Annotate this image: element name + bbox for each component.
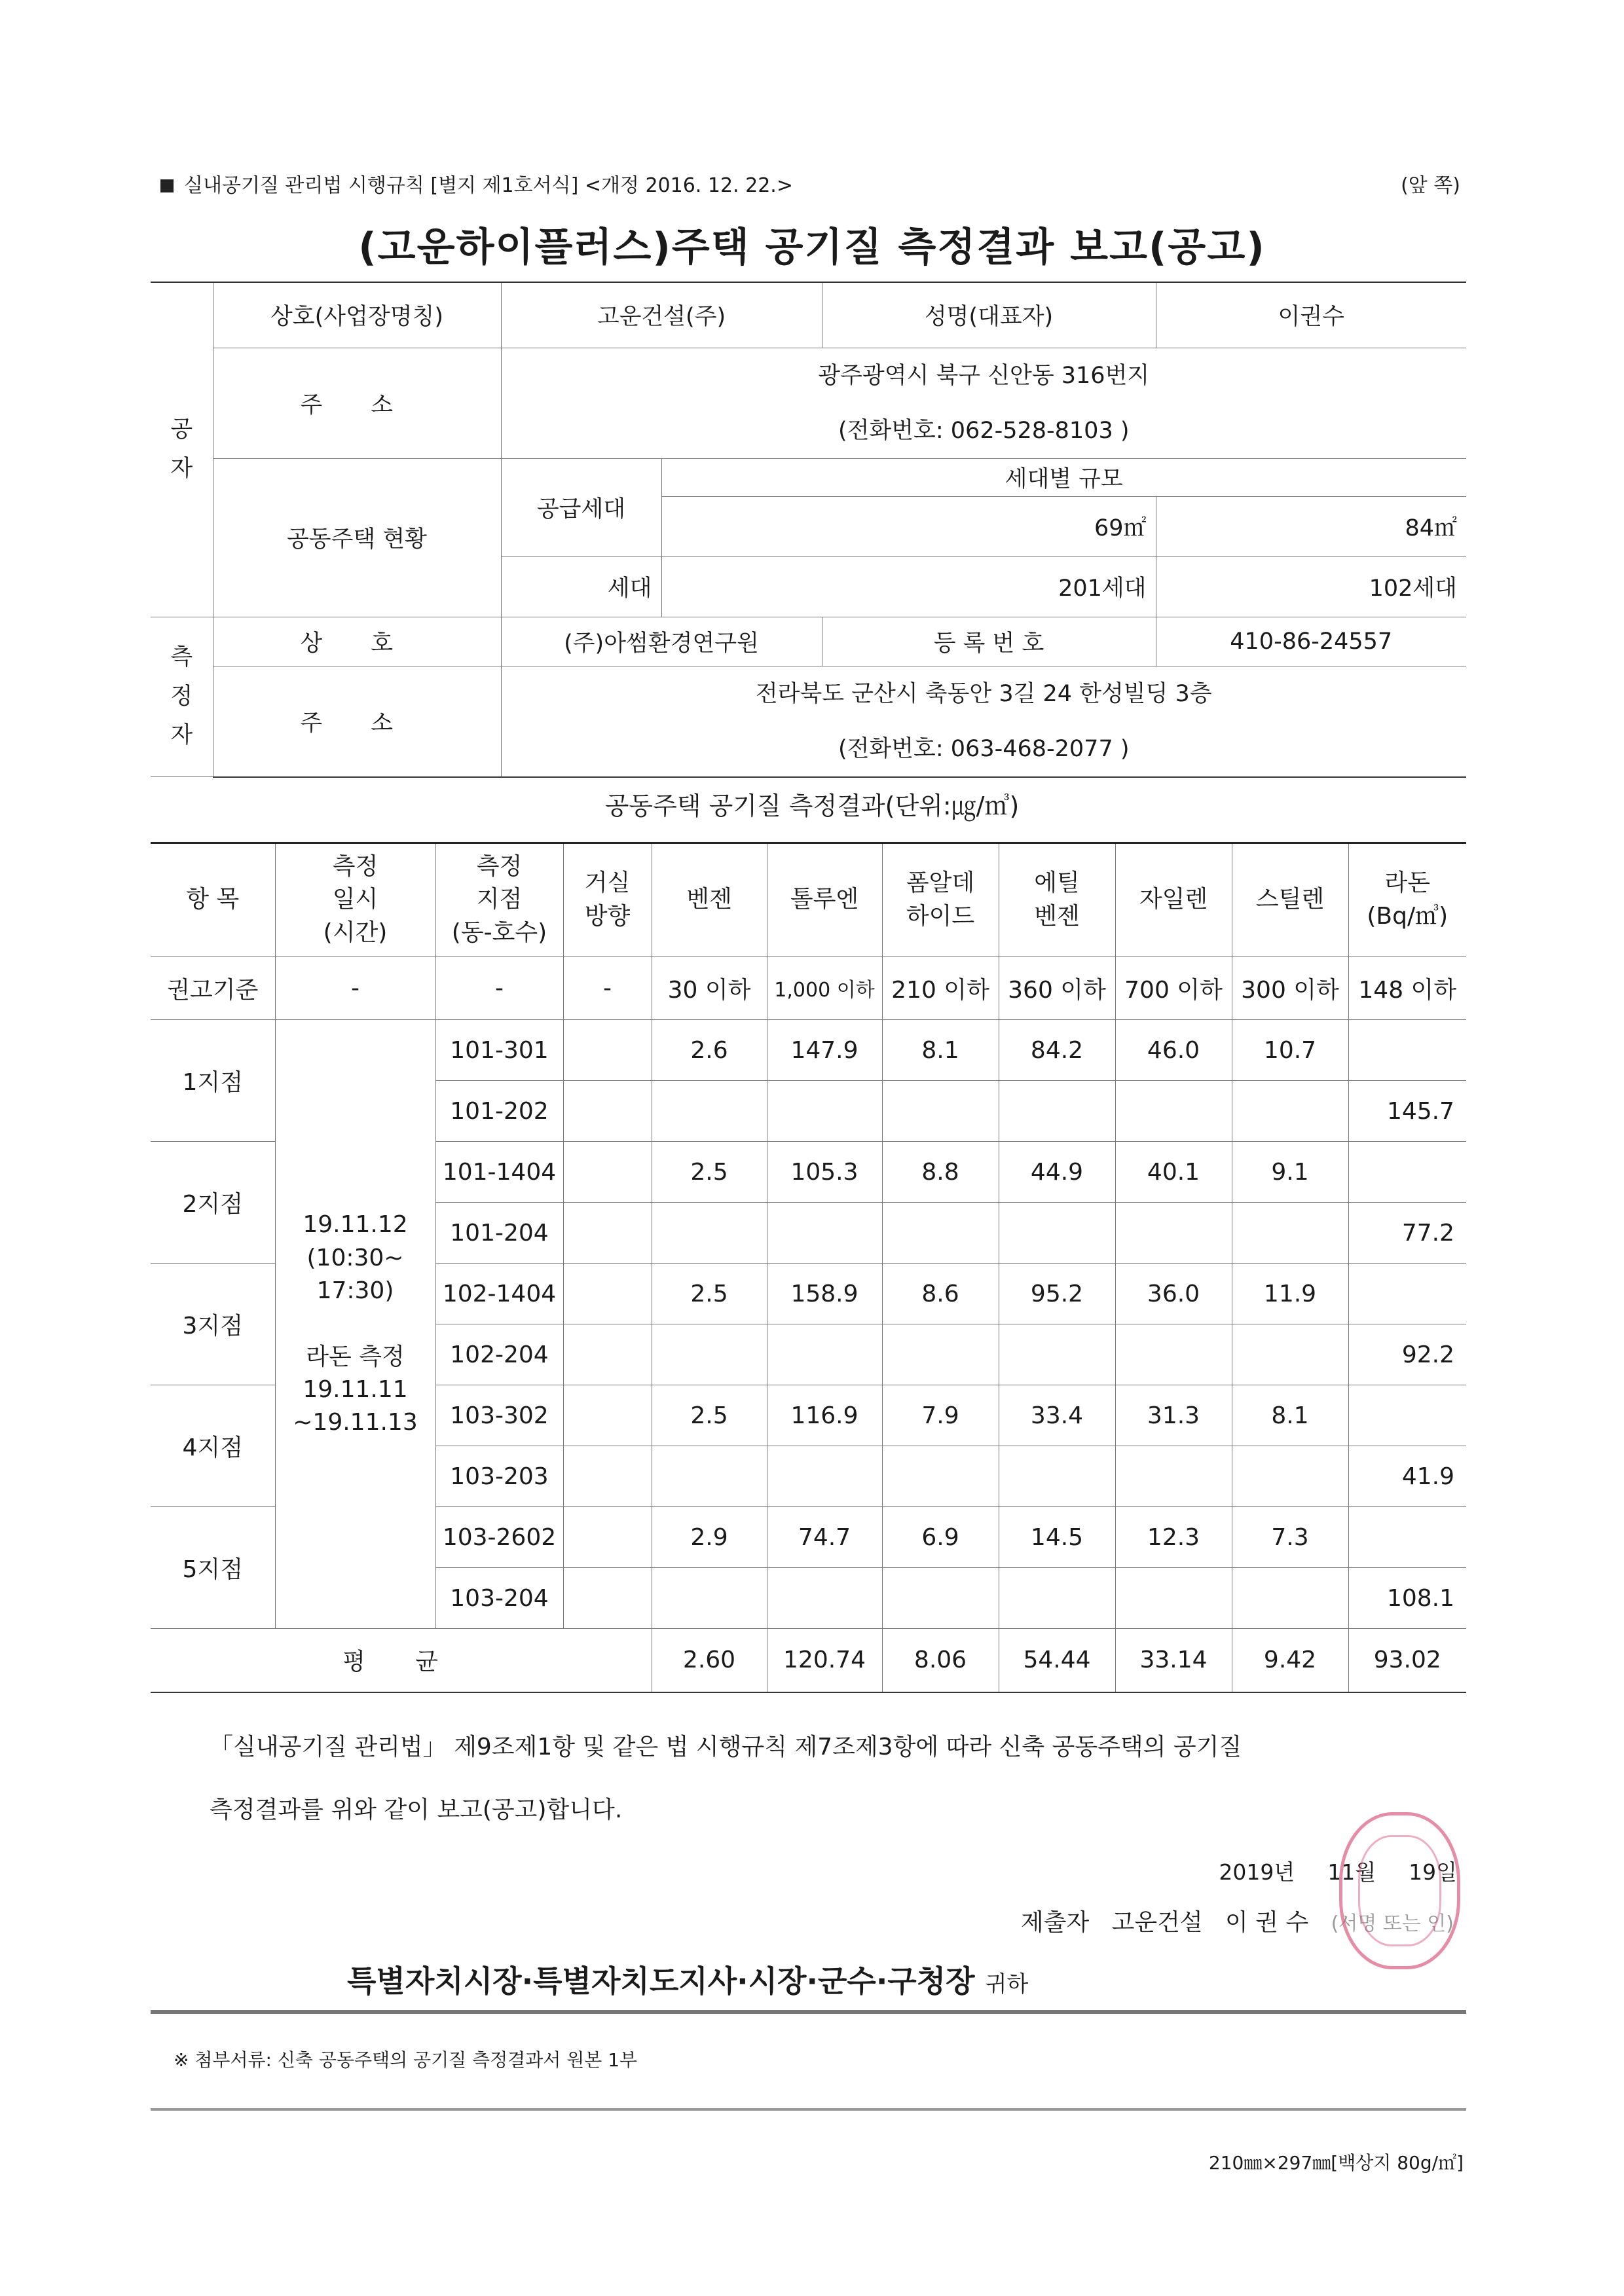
toluene-value: 74.7 — [767, 1507, 882, 1568]
size-69: 69㎡ — [661, 496, 1156, 556]
col-header: 항 목 — [151, 843, 275, 957]
radon-value: 108.1 — [1348, 1568, 1466, 1629]
styrene-value: 9.1 — [1232, 1142, 1348, 1203]
supply-label: 공급세대 — [501, 458, 661, 556]
ethylbenzene-value: 14.5 — [999, 1507, 1115, 1568]
standard-value: - — [435, 957, 563, 1020]
styrene-value — [1232, 1081, 1348, 1142]
average-value: 120.74 — [767, 1629, 882, 1692]
reg-number: 410-86-24557 — [1156, 617, 1466, 666]
point-label: 4지점 — [151, 1385, 275, 1507]
standard-label: 권고기준 — [151, 957, 275, 1020]
seal-inner-ring — [1358, 1835, 1441, 1946]
sign-placeholder: (서명 또는 인) — [1331, 1912, 1454, 1935]
xylene-value — [1115, 1568, 1232, 1629]
measure-time: 19.11.12 (10:30~ 17:30) 라돈 측정 19.11.11 ~19.11.13 — [275, 1020, 435, 1629]
xylene-value: 31.3 — [1115, 1385, 1232, 1446]
styrene-value — [1232, 1324, 1348, 1385]
standard-value: 30 이하 — [652, 957, 767, 1020]
table-row — [151, 1020, 1466, 1081]
col-header: 톨루엔 — [767, 843, 882, 957]
direction-cell — [563, 1507, 652, 1568]
toluene-value — [767, 1324, 882, 1385]
average-value: 54.44 — [999, 1629, 1115, 1692]
xylene-value: 46.0 — [1115, 1020, 1232, 1081]
radon-value — [1348, 1385, 1466, 1446]
styrene-value: 11.9 — [1232, 1264, 1348, 1324]
benzene-value: 2.5 — [652, 1264, 767, 1324]
xylene-value: 36.0 — [1115, 1264, 1232, 1324]
col-header: 거실 방향 — [563, 843, 652, 957]
point-label: 5지점 — [151, 1507, 275, 1629]
submitter-line: 제출자 고운건설 이 권 수 (서명 또는 인) — [1020, 1909, 1454, 1936]
unit-number: 101-202 — [435, 1081, 563, 1142]
col-header: 폼알데 하이드 — [882, 843, 999, 957]
builder-address: 광주광역시 북구 신안동 316번지 (전화번호: 062-528-8103 ) — [501, 348, 1466, 458]
average-label: 평 균 — [151, 1629, 652, 1692]
benzene-value — [652, 1446, 767, 1507]
point-label: 2지점 — [151, 1142, 275, 1264]
direction-cell — [563, 1203, 652, 1264]
col-header: 측정 지점 (동-호수) — [435, 843, 563, 957]
radon-value — [1348, 1142, 1466, 1203]
styrene-value: 7.3 — [1232, 1507, 1348, 1568]
addressee: 특별자치시장·특별자치도지사·시장·군수·구청장 귀하 — [347, 1963, 1029, 1999]
formaldehyde-value — [882, 1568, 999, 1629]
formaldehyde-value — [882, 1081, 999, 1142]
standard-value: 700 이하 — [1115, 957, 1232, 1020]
formaldehyde-value: 6.9 — [882, 1507, 999, 1568]
standard-value: 300 이하 — [1232, 957, 1348, 1020]
radon-value — [1348, 1264, 1466, 1324]
direction-cell — [563, 1264, 652, 1324]
xylene-value: 40.1 — [1115, 1142, 1232, 1203]
toluene-value — [767, 1081, 882, 1142]
direction-cell — [563, 1446, 652, 1507]
ethylbenzene-value: 33.4 — [999, 1385, 1115, 1446]
ethylbenzene-value — [999, 1203, 1115, 1264]
average-row — [151, 1629, 1466, 1692]
direction-cell — [563, 1324, 652, 1385]
benzene-value: 2.5 — [652, 1142, 767, 1203]
formaldehyde-value: 7.9 — [882, 1385, 999, 1446]
measurer-address: 전라북도 군산시 축동안 3길 24 한성빌딩 3층 (전화번호: 063-468-2077 ) — [501, 666, 1466, 777]
submission-date: 2019년 11월 19일 — [1219, 1859, 1457, 1885]
standard-value: 148 이하 — [1348, 957, 1466, 1020]
toluene-value: 147.9 — [767, 1020, 882, 1081]
formaldehyde-value: 8.1 — [882, 1020, 999, 1081]
toluene-value — [767, 1568, 882, 1629]
unit-number: 103-203 — [435, 1446, 563, 1507]
statement-line-1: 「실내공기질 관리법」 제9조제1항 및 같은 법 시행규칙 제7조제3항에 따라 신축 공동주택의 공기질 — [210, 1734, 1242, 1760]
col-header: 측정 일시 (시간) — [275, 843, 435, 957]
info-table — [151, 282, 1466, 778]
ethylbenzene-value — [999, 1446, 1115, 1507]
divider — [151, 2010, 1466, 2014]
formaldehyde-value: 8.6 — [882, 1264, 999, 1324]
formaldehyde-value: 8.8 — [882, 1142, 999, 1203]
radon-value — [1348, 1020, 1466, 1081]
unit-number: 101-1404 — [435, 1142, 563, 1203]
standard-value: 360 이하 — [999, 957, 1115, 1020]
square-bullet-icon — [160, 179, 174, 192]
unit-number: 102-1404 — [435, 1264, 563, 1324]
average-value: 2.60 — [652, 1629, 767, 1692]
styrene-value: 8.1 — [1232, 1385, 1348, 1446]
point-label: 3지점 — [151, 1264, 275, 1385]
standard-value: 1,000 이하 — [767, 957, 882, 1020]
col-header: 자일렌 — [1115, 843, 1232, 957]
measurer-group-label: 측 정 자 — [151, 617, 213, 777]
benzene-value — [652, 1324, 767, 1385]
ethylbenzene-value — [999, 1081, 1115, 1142]
unit-number: 101-301 — [435, 1020, 563, 1081]
divider — [151, 2108, 1466, 2111]
benzene-value: 2.5 — [652, 1385, 767, 1446]
xylene-value — [1115, 1081, 1232, 1142]
toluene-value: 116.9 — [767, 1385, 882, 1446]
document-title: (고운하이플러스)주택 공기질 측정결과 보고(공고) — [358, 225, 1266, 270]
company-seal-stamp — [1339, 1812, 1460, 1969]
col-header: 에틸 벤젠 — [999, 843, 1115, 957]
benzene-value: 2.6 — [652, 1020, 767, 1081]
direction-cell — [563, 1385, 652, 1446]
direction-cell — [563, 1142, 652, 1203]
point-label: 1지점 — [151, 1020, 275, 1142]
unit-number: 101-204 — [435, 1203, 563, 1264]
radon-value: 41.9 — [1348, 1446, 1466, 1507]
company-label: 상호(사업장명칭) — [213, 282, 501, 348]
col-header: 벤젠 — [652, 843, 767, 957]
ethylbenzene-value — [999, 1324, 1115, 1385]
styrene-value — [1232, 1568, 1348, 1629]
ethylbenzene-value: 44.9 — [999, 1142, 1115, 1203]
benzene-value: 2.9 — [652, 1507, 767, 1568]
paper-size: 210㎜×297㎜[백상지 80g/㎡] — [1208, 2152, 1464, 2174]
formaldehyde-value — [882, 1324, 999, 1385]
unit-number: 103-2602 — [435, 1507, 563, 1568]
standard-value: 210 이하 — [882, 957, 999, 1020]
direction-cell — [563, 1020, 652, 1081]
average-value: 8.06 — [882, 1629, 999, 1692]
ethylbenzene-value: 95.2 — [999, 1264, 1115, 1324]
form-reference: 실내공기질 관리법 시행규칙 [별지 제1호서식] <개정 2016. 12. 22.> — [160, 169, 793, 198]
unit-number: 103-204 — [435, 1568, 563, 1629]
measurer-company-label: 상 호 — [213, 617, 501, 666]
units-84: 102세대 — [1156, 556, 1466, 617]
direction-cell — [563, 1081, 652, 1142]
measurer-address-label: 주 소 — [213, 666, 501, 777]
company-value: 고운건설(주) — [501, 282, 822, 348]
scale-label: 세대별 규모 — [661, 458, 1466, 496]
results-caption: 공동주택 공기질 측정결과(단위:㎍/㎥) — [604, 792, 1020, 820]
average-value: 93.02 — [1348, 1629, 1466, 1692]
radon-value: 77.2 — [1348, 1203, 1466, 1264]
ethylbenzene-value: 84.2 — [999, 1020, 1115, 1081]
styrene-value — [1232, 1446, 1348, 1507]
ceo-label: 성명(대표자) — [822, 282, 1156, 348]
standard-value: - — [275, 957, 435, 1020]
formaldehyde-value — [882, 1203, 999, 1264]
builder-group-label: 공 자 — [151, 282, 213, 617]
housing-label: 공동주택 현황 — [213, 458, 501, 617]
styrene-value: 10.7 — [1232, 1020, 1348, 1081]
unit-number: 102-204 — [435, 1324, 563, 1385]
col-header: 라돈 (Bq/㎥) — [1348, 843, 1466, 957]
results-table — [151, 842, 1466, 1693]
standard-value: - — [563, 957, 652, 1020]
xylene-value — [1115, 1324, 1232, 1385]
toluene-value — [767, 1203, 882, 1264]
styrene-value — [1232, 1203, 1348, 1264]
col-header: 스틸렌 — [1232, 843, 1348, 957]
unit-number: 103-302 — [435, 1385, 563, 1446]
ceo-value: 이권수 — [1156, 282, 1466, 348]
units-69: 201세대 — [661, 556, 1156, 617]
direction-cell — [563, 1568, 652, 1629]
average-value: 9.42 — [1232, 1629, 1348, 1692]
toluene-value: 105.3 — [767, 1142, 882, 1203]
radon-value — [1348, 1507, 1466, 1568]
formaldehyde-value — [882, 1446, 999, 1507]
xylene-value: 12.3 — [1115, 1507, 1232, 1568]
ethylbenzene-value — [999, 1568, 1115, 1629]
measurer-company: (주)아썸환경연구원 — [501, 617, 822, 666]
reg-number-label: 등 록 번 호 — [822, 617, 1156, 666]
attachment-note: ※ 첨부서류: 신축 공동주택의 공기질 측정결과서 원본 1부 — [174, 2049, 638, 2071]
statement-line-2: 측정결과를 위와 같이 보고(공고)합니다. — [210, 1796, 623, 1823]
xylene-value — [1115, 1446, 1232, 1507]
units-label: 세대 — [501, 556, 661, 617]
page-side-label: (앞 쪽) — [1401, 174, 1460, 197]
radon-value: 92.2 — [1348, 1324, 1466, 1385]
average-value: 33.14 — [1115, 1629, 1232, 1692]
radon-value: 145.7 — [1348, 1081, 1466, 1142]
xylene-value — [1115, 1203, 1232, 1264]
size-84: 84㎡ — [1156, 496, 1466, 556]
benzene-value — [652, 1568, 767, 1629]
benzene-value — [652, 1203, 767, 1264]
toluene-value — [767, 1446, 882, 1507]
toluene-value: 158.9 — [767, 1264, 882, 1324]
builder-address-label: 주 소 — [213, 348, 501, 458]
benzene-value — [652, 1081, 767, 1142]
